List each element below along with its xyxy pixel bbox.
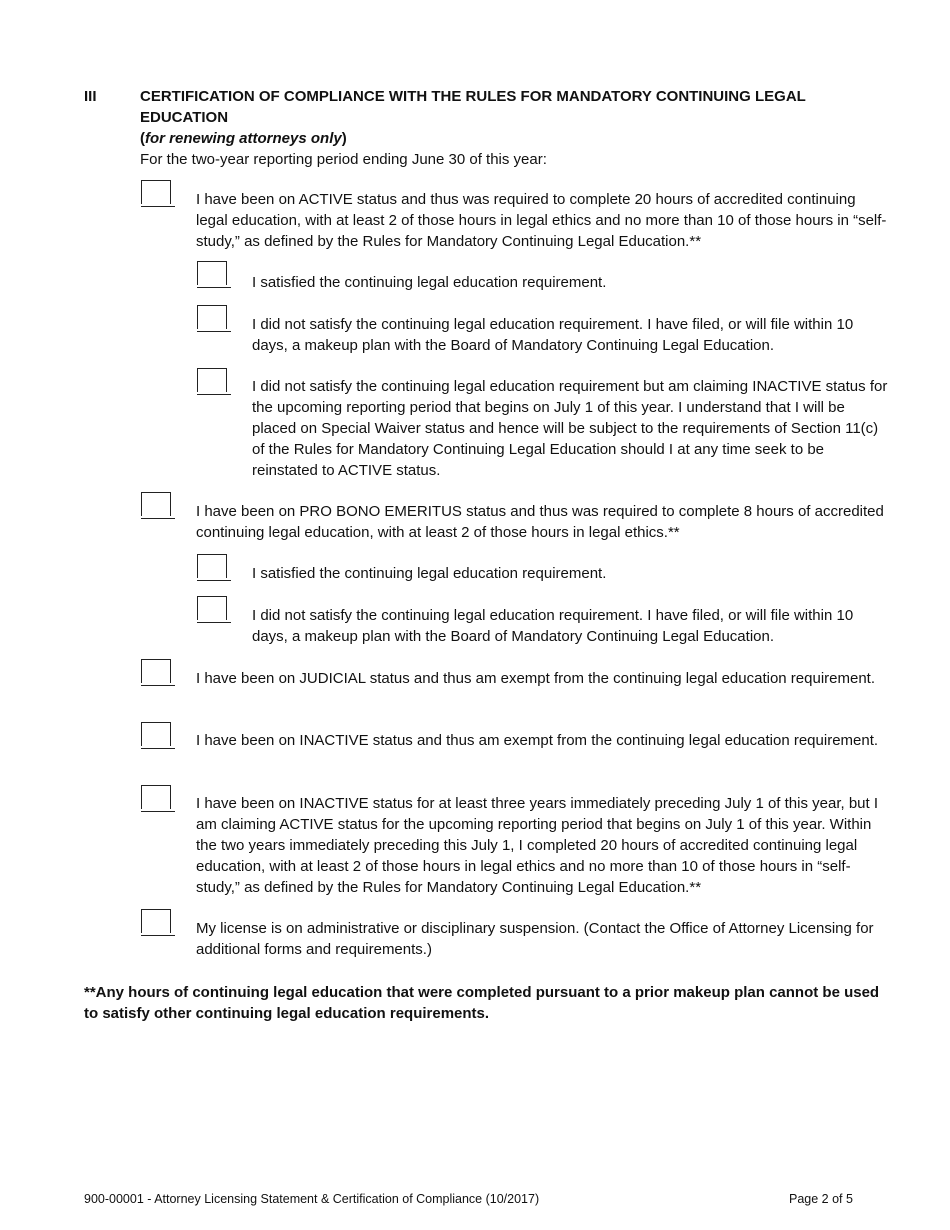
inactive-to-active-text: I have been on INACTIVE status for at least three years immediately preceding July 1 of this year, but I am claiming ACTIVE status for the upcoming reporting period that begins on July 1 of this year. Within the two years immediately preceding this July 1, I completed 20 hours of accredited continuing legal education, with at least 2 of those hours in legal ethics and no more than 10 of those hours in “self-study,” as defined by the Rules for Mandatory Continuing Legal Education.** xyxy=(196,795,879,896)
suspension-checkbox[interactable] xyxy=(141,909,171,933)
pro-bono-satisfied-checkbox[interactable] xyxy=(197,554,227,578)
inactive-text: I have been on INACTIVE status and thus am exempt from the continuing legal education requirement. xyxy=(196,732,879,749)
makeup-plan-note: **Any hours of continuing legal education that were completed pursuant to a prior makeup plan cannot be used to satisfy other continuing legal education requirements. xyxy=(84,984,880,1022)
judicial-checkbox[interactable] xyxy=(141,659,171,683)
active-status-checkbox[interactable] xyxy=(141,180,171,204)
inactive-to-active-checkbox[interactable] xyxy=(141,785,171,809)
active-makeup-checkbox[interactable] xyxy=(197,305,227,329)
section-number: III xyxy=(84,88,97,105)
judicial-text: I have been on JUDICIAL status and thus am exempt from the continuing legal education requirement. xyxy=(196,670,875,687)
subtitle-close: ) xyxy=(341,130,347,147)
reporting-period-intro: For the two-year reporting period ending June 30 of this year: xyxy=(140,151,547,168)
pro-bono-makeup-text: I did not satisfy the continuing legal education requirement. I have filed, or will file within 10 days, a makeup plan with the Board of Mandatory Continuing Legal Education. xyxy=(252,607,854,645)
active-status-text: I have been on ACTIVE status and thus was required to complete 20 hours of accredited continuing legal education, with at least 2 of those hours in legal ethics and no more than 10 of those hours in “self-study,” as defined by the Rules for Mandatory Continuing Legal Education.** xyxy=(196,191,887,250)
section-title xyxy=(140,86,880,149)
footer-page-number: Page 2 of 5 xyxy=(789,1192,853,1206)
active-satisfied-text: I satisfied the continuing legal education requirement. xyxy=(252,274,607,291)
active-makeup-text: I did not satisfy the continuing legal education requirement. I have filed, or will file within 10 days, a makeup plan with the Board of Mandatory Continuing Legal Education. xyxy=(252,316,854,354)
footer-form-id: 900-00001 - Attorney Licensing Statement & Certification of Compliance (10/2017) xyxy=(84,1192,540,1206)
active-satisfied-checkbox[interactable] xyxy=(197,261,227,285)
pro-bono-satisfied-text: I satisfied the continuing legal education requirement. xyxy=(252,565,607,582)
inactive-checkbox[interactable] xyxy=(141,722,171,746)
pro-bono-text: I have been on PRO BONO EMERITUS status and thus was required to complete 8 hours of accredited continuing legal education, with at least 2 of those hours in legal ethics.** xyxy=(196,503,884,541)
section-title-text: CERTIFICATION OF COMPLIANCE WITH THE RULES FOR MANDATORY CONTINUING LEGAL EDUCATION xyxy=(140,88,806,126)
pro-bono-makeup-checkbox[interactable] xyxy=(197,596,227,620)
suspension-text: My license is on administrative or disciplinary suspension. (Contact the Office of Attorney Licensing for additional forms and requirements.) xyxy=(196,920,874,958)
active-inactive-text: I did not satisfy the continuing legal education requirement but am claiming INACTIVE status for the upcoming reporting period that begins on July 1 of this year. I understand that I will be placed on Special Waiver status and hence will be subject to the requirements of Section 11(c) of the Rules for Mandatory Continuing Legal Education should I at any time seek to be reinstated to ACTIVE status. xyxy=(252,378,888,479)
active-inactive-checkbox[interactable] xyxy=(197,368,227,392)
subtitle-open: ( xyxy=(140,130,145,147)
pro-bono-checkbox[interactable] xyxy=(141,492,171,516)
section-subtitle: for renewing attorneys only xyxy=(145,130,342,147)
